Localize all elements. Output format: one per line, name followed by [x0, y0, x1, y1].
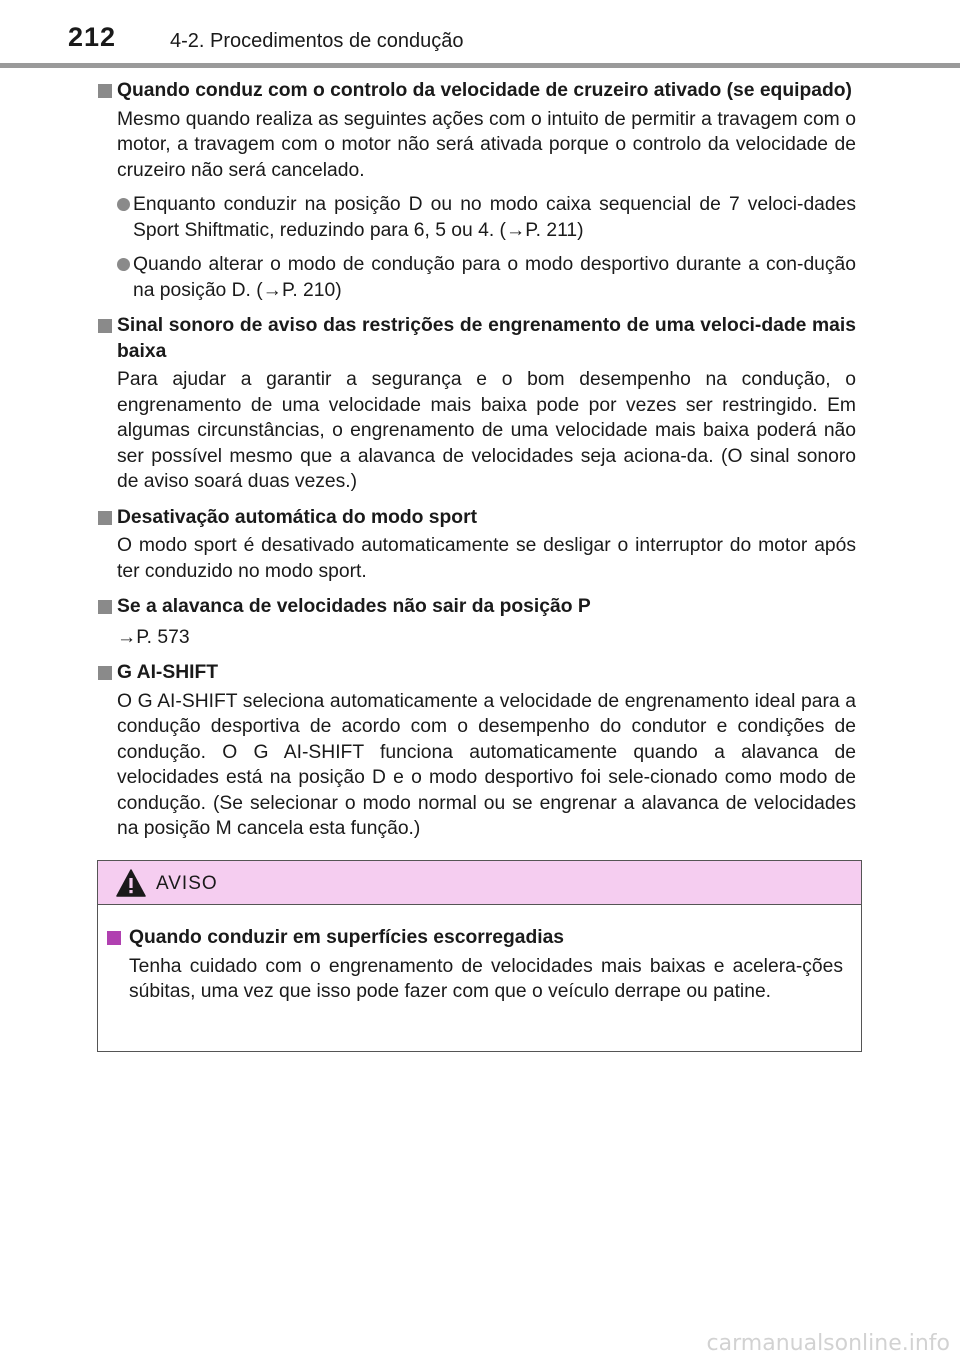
square-bullet-icon — [107, 931, 121, 945]
section-heading-text: Desativação automática do modo sport — [117, 506, 477, 528]
section-shift-lever-p — [96, 594, 856, 650]
list-item-text: Quando alterar o modo de condução para o modo desportivo durante a con-dução na posição D. (→P. 210) — [133, 254, 856, 301]
section-heading — [96, 505, 856, 531]
section-heading-text: Se a alavanca de velocidades não sair da posição P — [117, 596, 591, 617]
section-heading — [96, 660, 856, 686]
section-heading — [96, 313, 856, 364]
square-bullet-icon — [98, 666, 112, 680]
section-paragraph: O modo sport é desativado automaticamente se desligar o interruptor do motor após ter conduzido no modo sport. — [117, 535, 856, 582]
watermark: carmanualsonline.info — [706, 1331, 950, 1356]
section-heading-text: G AI-SHIFT — [117, 662, 219, 683]
warning-box — [97, 860, 862, 1052]
page-reference-link[interactable]: →P. 573 — [117, 626, 190, 648]
section-paragraph: O G AI-SHIFT seleciona automaticamente a velocidade de engrenamento ideal para a condução desportiva de acordo com o desempenho do condutor e condições de condução. O G AI-SHIFT funciona automaticamente quando a alavanca de velocidades está na posição D e o modo desportivo foi sele-cionado como modo de condução. (Se selecionar o modo normal ou se engrenar a alavanca de velocidades na posição M cancela esta função.) — [117, 690, 856, 839]
warning-heading — [104, 925, 843, 951]
list-item — [96, 252, 856, 303]
header-rule — [0, 63, 960, 68]
circle-bullet-icon — [117, 198, 130, 211]
main-content — [96, 78, 856, 852]
circle-bullet-icon — [117, 258, 130, 271]
section-paragraph: Para ajudar a garantir a segurança e o bom desempenho na condução, o engrenamento de uma velocidade mais baixa pode por vezes ser restringido. Em algumas circunstâncias, o engrenamento de uma velocidade mais baixa poderá não ser possível mesmo que a alavanca de velocidades seja aciona-da. (O sinal sonoro de aviso soará duas vezes.) — [117, 369, 856, 492]
warning-header — [98, 861, 861, 905]
section-downshift-warning — [96, 313, 856, 495]
section-title: 4-2. Procedimentos de condução — [170, 30, 464, 52]
section-heading-text: Sinal sonoro de aviso das restrições de engrenamento de uma veloci-dade mais baixa — [117, 315, 856, 362]
square-bullet-icon — [98, 84, 112, 98]
warning-paragraph: Tenha cuidado com o engrenamento de velocidades mais baixas e acelera-ções súbitas, uma vez que isso pode fazer com que o veículo derrape ou patine. — [129, 955, 843, 1002]
square-bullet-icon — [98, 600, 112, 614]
square-bullet-icon — [98, 511, 112, 525]
section-sport-mode — [96, 505, 856, 585]
section-heading — [96, 78, 856, 104]
square-bullet-icon — [98, 319, 112, 333]
section-cruise-control — [96, 78, 856, 303]
section-g-ai-shift — [96, 660, 856, 842]
warning-label: AVISO — [156, 873, 218, 894]
page-number: 212 — [68, 22, 117, 52]
warning-heading-text: Quando conduzir em superfícies escorregadias — [129, 927, 565, 948]
list-item — [96, 192, 856, 243]
warning-body — [98, 905, 861, 1005]
section-heading — [96, 594, 856, 620]
section-heading-text: Quando conduz com o controlo da velocidade de cruzeiro ativado (se equipado) — [117, 80, 852, 101]
warning-triangle-icon — [116, 869, 146, 897]
section-paragraph: Mesmo quando realiza as seguintes ações com o intuito de permitir a travagem com o motor, a travagem com o motor não será ativada porque o controlo da velocidade de cruzeiro não será cancelado. — [117, 108, 856, 181]
list-item-text: Enquanto conduzir na posição D ou no modo caixa sequencial de 7 veloci-dades Sport Shiftmatic, reduzindo para 6, 5 ou 4. (→P. 211) — [133, 194, 856, 241]
page-header — [0, 0, 960, 70]
